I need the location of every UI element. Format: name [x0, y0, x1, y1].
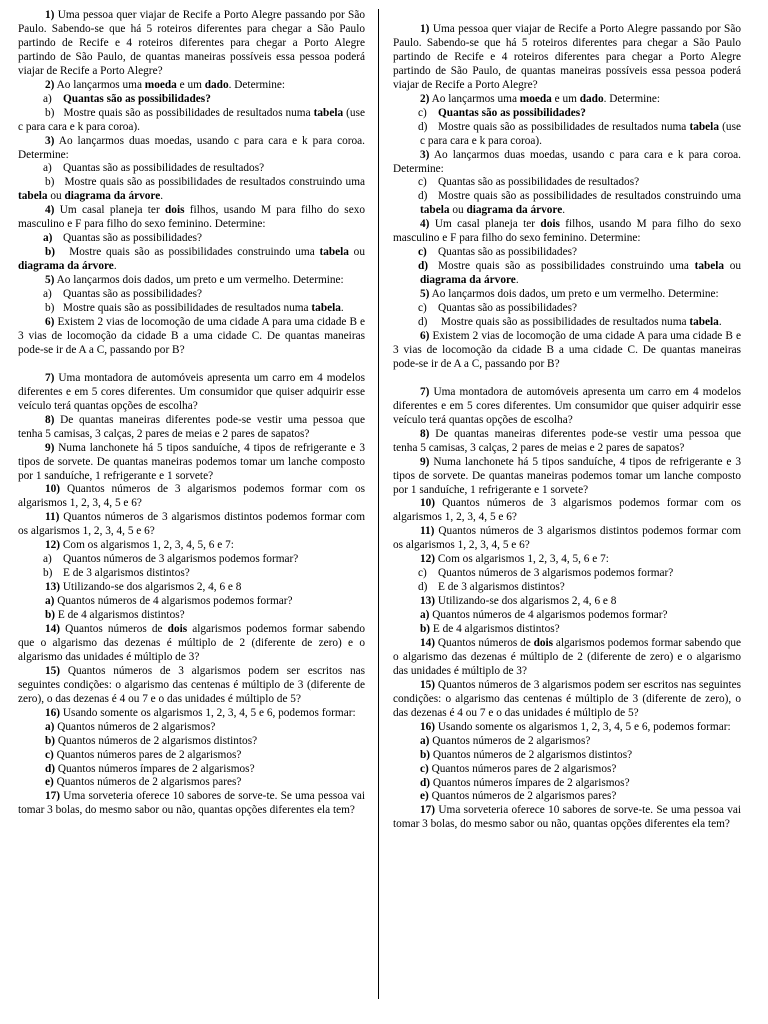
question-16b: b) Quantos números de 2 algarismos distintos?: [45, 734, 258, 747]
question-15: 15) Quantos números de 3 algarismos podem ser escritos nas seguintes condições: o algarismo das centenas é múltiplo de 3 (diferente de zero), o das dezenas é 4 ou 7 e o das unidades é múltiplo de 5?: [18, 664, 365, 705]
question-2b: b) Mostre quais são as possibilidades de resultados numa tabela (use c para cara e k para coroa).: [18, 106, 365, 133]
question-14: 14) Quantos números de dois algarismos podemos formar sabendo que o algarismo das dezenas é múltiplo de 2 (diferente de zero) e o algarismo das unidades é múltiplo de 3?: [18, 622, 365, 663]
question-12b: b) E de 3 algarismos distintos?: [43, 567, 190, 580]
question-7: 7) Uma montadora de automóveis apresenta um carro em 4 modelos diferentes e em 5 cores diferentes. Um consumidor que quiser adquirir esse veículo terá quantas opções de escolha?: [18, 371, 366, 412]
question-5a-copy: c) Quantas são as possibilidades?: [418, 302, 577, 315]
question-16e-copy: e) Quantos números de 2 algarismos pares?: [420, 790, 617, 803]
question-12: 12) Com os algarismos 1, 2, 3, 4, 5, 6 e 7:: [45, 539, 234, 552]
question-16b-copy: b) Quantos números de 2 algarismos distintos?: [420, 748, 633, 761]
left-column: [18, 9, 365, 818]
question-5-copy: 5) Ao lançarmos dois dados, um preto e um vermelho. Determine:: [420, 288, 719, 301]
question-10: 10) Quantos números de 3 algarismos podemos formar com os algarismos 1, 2, 3, 4, 5 e 6?: [18, 483, 365, 510]
question-5a: a) Quantas são as possibilidades?: [43, 288, 202, 301]
question-16d-copy: d) Quantos números ímpares de 2 algarismos?: [420, 776, 630, 789]
question-2b-copy: d) Mostre quais são as possibilidades de resultados numa tabela (use c para cara e k para coroa).: [418, 120, 741, 147]
question-16: 16) Usando somente os algarismos 1, 2, 3, 4, 5 e 6, podemos formar:: [45, 706, 356, 719]
question-12a-copy: c) Quantos números de 3 algarismos podemos formar?: [418, 567, 674, 580]
question-3-copy: 3) Ao lançarmos duas moedas, usando c para cara e k para coroa. Determine:: [393, 148, 741, 175]
question-13a-copy: a) Quantos números de 4 algarismos podemos formar?: [420, 609, 668, 622]
question-3b: b) Mostre quais são as possibilidades de resultados construindo uma tabela ou diagrama da árvore.: [18, 176, 365, 203]
question-16c-copy: c) Quantos números pares de 2 algarismos?: [420, 762, 617, 775]
question-4a: a) Quantas são as possibilidades?: [43, 232, 202, 245]
question-5b: b) Mostre quais são as possibilidades de resultados numa tabela.: [45, 302, 344, 315]
question-12a: a) Quantos números de 3 algarismos podemos formar?: [43, 553, 299, 566]
question-2a-copy: c) Quantas são as possibilidades?: [418, 106, 586, 119]
question-17-copy: 17) Uma sorveteria oferece 10 sabores de sorve-te. Se uma pessoa vai tomar 3 bolas, do mesmo sabor ou não, quantas opções diferentes ela tem?: [393, 804, 741, 831]
question-3a-copy: c) Quantas são as possibilidades de resultados?: [418, 176, 640, 189]
question-3: 3) Ao lançarmos duas moedas, usando c para cara e k para coroa. Determine:: [18, 134, 365, 161]
question-3a: a) Quantas são as possibilidades de resultados?: [43, 162, 265, 175]
question-16c: c) Quantos números pares de 2 algarismos?: [45, 748, 242, 761]
question-10-copy: 10) Quantos números de 3 algarismos podemos formar com os algarismos 1, 2, 3, 4, 5 e 6?: [393, 497, 741, 524]
question-16e: e) Quantos números de 2 algarismos pares?: [45, 776, 242, 789]
question-4b: b) Mostre quais são as possibilidades construindo uma tabela ou diagrama da árvore.: [18, 246, 365, 273]
question-8: 8) De quantas maneiras diferentes pode-se vestir uma pessoa que tenha 5 camisas, 3 calças, 2 pares de meias e 2 pares de sapatos?: [18, 413, 365, 440]
question-6: 6) Existem 2 vias de locomoção de uma cidade A para uma cidade B e 3 vias de locomoção da cidade B a uma cidade C. De quantas maneiras pode-se ir de A a C, passando por B?: [18, 315, 365, 356]
question-3b-copy: d) Mostre quais são as possibilidades de resultados construindo uma tabela ou diagrama da árvore.: [418, 190, 741, 217]
question-2-copy: 2) Ao lançarmos uma moeda e um dado. Determine:: [420, 92, 661, 105]
question-4: 4) Um casal planeja ter dois filhos, usando M para filho do sexo masculino e F para filho do sexo feminino. Determine:: [18, 204, 366, 231]
question-4a-copy: c) Quantas são as possibilidades?: [418, 246, 577, 259]
question-5b-copy: d) Mostre quais são as possibilidades de resultados numa tabela.: [418, 316, 722, 329]
column-divider: [378, 9, 379, 999]
question-16a: a) Quantos números de 2 algarismos?: [45, 720, 216, 733]
question-2a: a) Quantas são as possibilidades?: [43, 92, 211, 105]
question-16d: d) Quantos números ímpares de 2 algarismos?: [45, 762, 255, 775]
question-6-copy: 6) Existem 2 vias de locomoção de uma cidade A para uma cidade B e 3 vias de locomoção da cidade B a uma cidade C. De quantas maneiras pode-se ir de A a C, passando por B?: [393, 329, 741, 370]
question-13: 13) Utilizando-se dos algarismos 2, 4, 6 e 8: [45, 581, 242, 594]
question-7-copy: 7) Uma montadora de automóveis apresenta um carro em 4 modelos diferentes e em 5 cores diferentes. Um consumidor que quiser adquirir esse veículo terá quantas opções de escolha?: [393, 385, 742, 426]
question-8-copy: 8) De quantas maneiras diferentes pode-se vestir uma pessoa que tenha 5 camisas, 3 calças, 2 pares de meias e 2 pares de sapatos?: [393, 427, 742, 454]
question-16-copy: 16) Usando somente os algarismos 1, 2, 3, 4, 5 e 6, podemos formar:: [420, 720, 731, 733]
question-13a: a) Quantos números de 4 algarismos podemos formar?: [45, 595, 293, 608]
question-12b-copy: d) E de 3 algarismos distintos?: [418, 581, 565, 594]
question-17: 17) Uma sorveteria oferece 10 sabores de sorve-te. Se uma pessoa vai tomar 3 bolas, do mesmo sabor ou não, quantas opções diferentes ela tem?: [18, 790, 365, 817]
question-5: 5) Ao lançarmos dois dados, um preto e um vermelho. Determine:: [45, 274, 344, 287]
question-2: 2) Ao lançarmos uma moeda e um dado. Determine:: [45, 78, 286, 91]
question-16a-copy: a) Quantos números de 2 algarismos?: [420, 734, 591, 747]
question-14-copy: 14) Quantos números de dois algarismos podemos formar sabendo que o algarismo das dezenas é múltiplo de 2 (diferente de zero) e o algarismo das unidades é múltiplo de 3?: [393, 636, 741, 677]
question-13b: b) E de 4 algarismos distintos?: [45, 609, 185, 622]
question-4b-copy: d) Mostre quais são as possibilidades construindo uma tabela ou diagrama da árvore.: [418, 260, 741, 287]
question-1-copy: 1) Uma pessoa quer viajar de Recife a Porto Alegre passando por São Paulo. Sabendo-se que há 5 roteiros diferentes para chegar a São Paulo partindo de Recife e 4 roteiros diferentes para chegar a Porto Alegre partindo de São Paulo, de quantas maneiras possíveis essa pessoa poderá viajar de Recife a Porto Alegre?: [393, 23, 741, 91]
question-4-copy: 4) Um casal planeja ter dois filhos, usando M para filho do sexo masculino e F para filho do sexo feminino. Determine:: [393, 218, 741, 245]
question-9-copy: 9) Numa lanchonete há 5 tipos sanduíche, 4 tipos de refrigerante e 3 tipos de sorvete. De quantas maneiras podemos tomar um lanche composto por 1 sanduíche, 1 refrigerante e 1 sorvete?: [393, 455, 741, 496]
right-column: [393, 23, 741, 832]
question-15-copy: 15) Quantos números de 3 algarismos podem ser escritos nas seguintes condições: o algarismo das centenas é múltiplo de 3 (diferente de zero), o das dezenas é 4 ou 7 e o das unidades é múltiplo de 5?: [393, 678, 741, 719]
question-11-copy: 11) Quantos números de 3 algarismos distintos podemos formar com os algarismos 1, 2, 3, 4, 5 e 6?: [393, 525, 741, 552]
question-1: 1) Uma pessoa quer viajar de Recife a Porto Alegre passando por São Paulo. Sabendo-se que há 5 roteiros diferentes para chegar a São Paulo partindo de Recife e 4 roteiros diferentes para chegar a Porto Alegre partindo de São Paulo, de quantas maneiras possíveis essa pessoa poderá viajar de Recife a Porto Alegre?: [18, 9, 365, 77]
question-11: 11) Quantos números de 3 algarismos distintos podemos formar com os algarismos 1, 2, 3, 4, 5 e 6?: [18, 511, 365, 538]
question-12-copy: 12) Com os algarismos 1, 2, 3, 4, 5, 6 e 7:: [420, 553, 609, 566]
question-13-copy: 13) Utilizando-se dos algarismos 2, 4, 6 e 8: [420, 595, 617, 608]
question-9: 9) Numa lanchonete há 5 tipos sanduíche, 4 tipos de refrigerante e 3 tipos de sorvete. De quantas maneiras podemos tomar um lanche composto por 1 sanduíche, 1 refrigerante e 1 sorvete?: [18, 441, 365, 482]
question-13b-copy: b) E de 4 algarismos distintos?: [420, 623, 560, 636]
